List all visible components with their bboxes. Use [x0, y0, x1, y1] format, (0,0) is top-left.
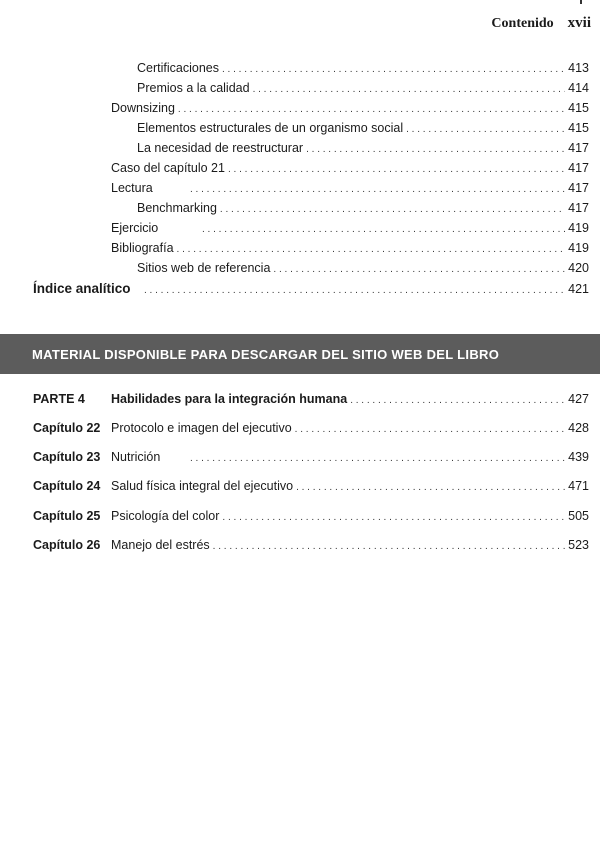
- dot-leader: [177, 242, 566, 258]
- toc-entry-ejercicio[interactable]: [111, 220, 589, 238]
- toc-entry-title: Certificaciones: [137, 61, 219, 75]
- entry-label: Capítulo 25: [33, 509, 101, 523]
- download-entry-capitulo-23[interactable]: [33, 449, 589, 467]
- entry-page: 505: [568, 509, 589, 523]
- toc-entry-downsizing[interactable]: [111, 100, 589, 118]
- toc-entry-page: 413: [568, 61, 589, 75]
- download-entry-parte-4[interactable]: [33, 391, 589, 409]
- toc-entry-page: 419: [568, 221, 589, 235]
- page-number: xvii: [567, 15, 591, 31]
- entry-label: Capítulo 23: [33, 450, 101, 464]
- toc-entry-title: Índice analítico: [33, 281, 131, 296]
- toc-entry-title: Caso del capítulo 21: [111, 161, 225, 175]
- dot-leader: [178, 102, 565, 118]
- toc-entry-title: Elementos estructurales de un organismo social: [137, 121, 404, 135]
- entry-page: 439: [568, 450, 589, 464]
- entry-title: Protocolo e imagen del ejecutivo: [111, 421, 292, 435]
- dot-leader: [202, 222, 565, 238]
- entry-title: Nutrición: [111, 450, 161, 464]
- toc-entry-lectura[interactable]: [111, 180, 589, 198]
- download-entry-capitulo-24[interactable]: [33, 478, 589, 496]
- entry-label: Capítulo 26: [33, 538, 101, 552]
- dot-leader: [406, 122, 565, 138]
- toc-entry-benchmarking[interactable]: [137, 200, 589, 218]
- download-entry-capitulo-26[interactable]: [33, 537, 589, 555]
- toc-entry-page: 417: [568, 181, 589, 195]
- section-title: Contenido: [491, 16, 554, 31]
- toc-entry-page: 419: [568, 241, 589, 255]
- entry-title: Salud física integral del ejecutivo: [111, 479, 294, 493]
- toc-entry-premios[interactable]: [137, 80, 589, 98]
- toc-entry-elementos[interactable]: [137, 120, 589, 138]
- toc-entry-title: Benchmarking: [137, 201, 217, 215]
- toc-entry-caso[interactable]: [111, 160, 589, 178]
- running-head: [491, 15, 591, 32]
- toc-entry-title: Sitios web de referencia: [137, 261, 271, 275]
- dot-leader: [295, 422, 565, 438]
- entry-page: 523: [568, 538, 589, 552]
- download-entry-capitulo-25[interactable]: [33, 508, 589, 526]
- toc-entry-page: 421: [568, 282, 589, 296]
- toc-entry-page: 417: [568, 201, 589, 215]
- toc-entry-bibliografia[interactable]: [111, 240, 589, 258]
- toc-entry-page: 415: [568, 101, 589, 115]
- entry-label: Capítulo 22: [33, 421, 101, 435]
- toc-entry-page: 420: [568, 261, 589, 275]
- toc-entry-title: La necesidad de reestructurar: [137, 141, 304, 155]
- download-banner: [0, 334, 600, 374]
- toc-entry-reestructurar[interactable]: [137, 140, 589, 158]
- toc-entry-title: Premios a la calidad: [137, 81, 250, 95]
- dot-leader: [213, 539, 565, 555]
- corner-mark: [580, 0, 582, 4]
- toc-entry-title: Downsizing: [111, 101, 175, 115]
- dot-leader: [190, 182, 565, 198]
- toc-entry-title: Ejercicio: [111, 221, 159, 235]
- toc-entry-page: 415: [568, 121, 589, 135]
- toc-entry-page: 417: [568, 141, 589, 155]
- toc-entry-indice-analitico[interactable]: [33, 281, 589, 299]
- toc-entry-page: 414: [568, 81, 589, 95]
- entry-title: Manejo del estrés: [111, 538, 210, 552]
- dot-leader: [228, 162, 565, 178]
- toc-entry-page: 417: [568, 161, 589, 175]
- entry-page: 428: [568, 421, 589, 435]
- dot-leader: [296, 480, 565, 496]
- dot-leader: [220, 202, 565, 218]
- dot-leader: [144, 283, 565, 299]
- entry-title: Habilidades para la integración humana: [111, 392, 348, 406]
- dot-leader: [253, 82, 566, 98]
- entry-page: 427: [568, 392, 589, 406]
- dot-leader: [222, 510, 565, 526]
- banner-title: MATERIAL DISPONIBLE PARA DESCARGAR DEL SITIO WEB DEL LIBRO: [32, 346, 500, 362]
- dot-leader: [273, 262, 565, 278]
- entry-label: Capítulo 24: [33, 479, 101, 493]
- entry-title: Psicología del color: [111, 509, 220, 523]
- dot-leader: [350, 393, 565, 409]
- toc-entry-title: Bibliografía: [111, 241, 174, 255]
- toc-entry-title: Lectura: [111, 181, 153, 195]
- dot-leader: [306, 142, 565, 158]
- entry-label: PARTE 4: [33, 392, 85, 406]
- entry-page: 471: [568, 479, 589, 493]
- download-entry-capitulo-22[interactable]: [33, 420, 589, 438]
- dot-leader: [222, 62, 565, 78]
- dot-leader: [190, 451, 565, 467]
- toc-entry-certificaciones[interactable]: [137, 60, 589, 78]
- toc-entry-sitios-web[interactable]: [137, 260, 589, 278]
